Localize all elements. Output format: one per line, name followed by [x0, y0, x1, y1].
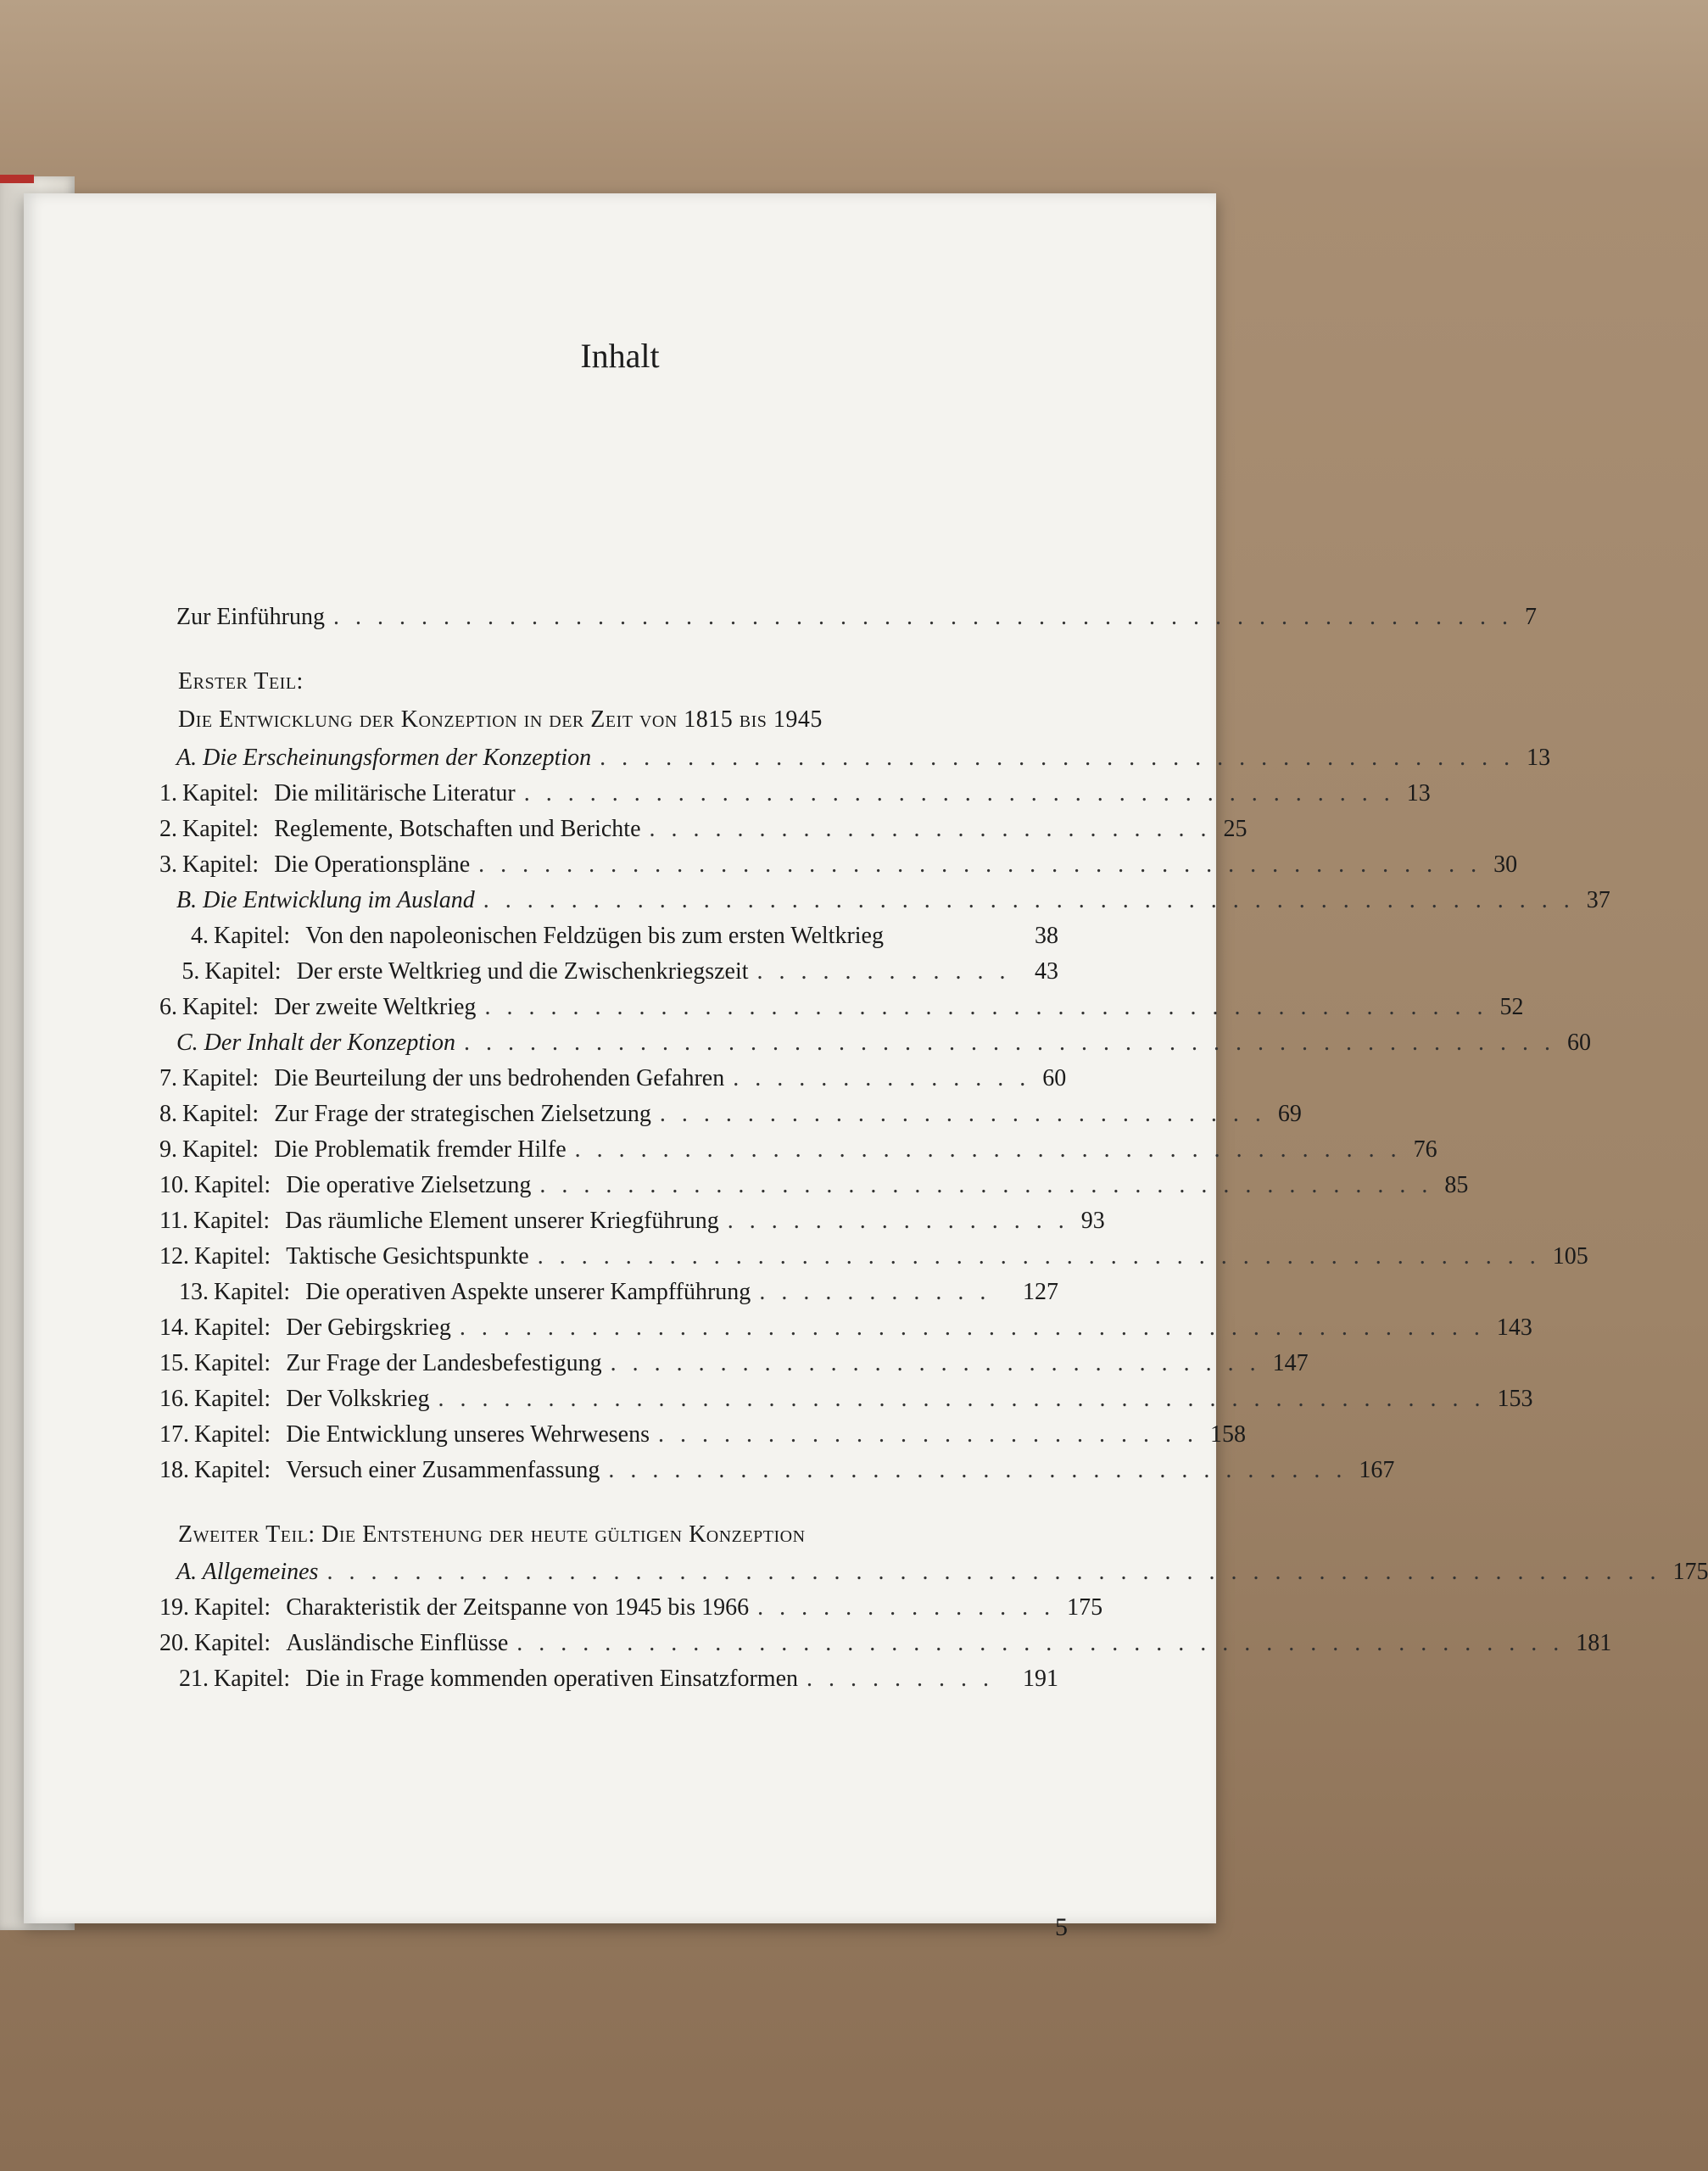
toc-section [176, 1559, 1708, 1586]
page-title: Inhalt [580, 337, 660, 375]
leader-dots: . . . . . . . . . . . [759, 1279, 991, 1305]
toc-section [176, 887, 1610, 914]
chapter-number: 1. [159, 780, 177, 806]
chapter-number: 2. [159, 816, 177, 842]
chapter-number: 5. [181, 958, 200, 985]
chapter-title: Zur Frage der strategischen Zielsetzung [274, 1101, 651, 1127]
toc-chapter [159, 1630, 1612, 1657]
toc-chapter [159, 923, 1058, 950]
chapter-title: Der zweite Weltkrieg [274, 994, 477, 1020]
toc-section [176, 745, 1551, 772]
leader-dots: . . . . . . . . . . . . . . . . . . . . . . . . . . . . . . . . . . . . . . . . . [539, 1172, 1433, 1198]
toc-page-number: 153 [1497, 1386, 1533, 1412]
chapter-number: 19. [159, 1594, 189, 1621]
chapter-number: 6. [159, 994, 177, 1020]
chapter-title: Taktische Gesichtspunkte [286, 1243, 529, 1270]
toc-page-number: 25 [1223, 816, 1248, 842]
chapter-title: Die Operationspläne [274, 851, 471, 878]
chapter-prefix: Kapitel: [182, 994, 260, 1020]
toc-page-number: 13 [1527, 745, 1551, 771]
chapter-number: 18. [159, 1457, 189, 1483]
leader-dots: . . . . . . . . . [807, 1666, 995, 1692]
toc-page-number: 167 [1359, 1457, 1395, 1483]
leader-dots: . . . . . . . . . . . . . . [733, 1065, 1031, 1091]
toc-chapter [159, 1243, 1588, 1270]
toc-chapter [159, 851, 1518, 879]
chapter-title: Von den napoleonischen Feldzügen bis zum ersten Weltkrieg [305, 923, 884, 949]
chapter-number: 4. [191, 923, 209, 949]
leader-dots: . . . . . . . . . . . . . . [757, 1594, 1056, 1621]
toc-chapter [159, 1136, 1437, 1164]
chapter-number: 12. [159, 1243, 189, 1270]
toc-page-number: 38 [1035, 923, 1058, 949]
toc-chapter [159, 1172, 1469, 1199]
chapter-number: 11. [159, 1208, 188, 1234]
toc-chapter [159, 816, 1248, 843]
leader-dots: . . . . . . . . . . . . . . . . . . . . . . . . . . . . . . . . . . . . . . . . . . . . . . . [459, 1314, 1485, 1341]
chapter-prefix: Kapitel: [194, 1350, 271, 1376]
chapter-number: 14. [159, 1314, 189, 1341]
chapter-number: 15. [159, 1350, 189, 1376]
leader-dots: . . . . . . . . . . . . . . . . . . . . . . . . . . [649, 816, 1212, 842]
toc-page-number: 69 [1277, 1101, 1302, 1127]
toc-chapter [159, 1386, 1533, 1413]
leader-dots: . . . . . . . . . . . . . . . . . . . . . . . . . . . . . . . . . . . . . . . . . . . . . . [484, 994, 1488, 1020]
chapter-prefix: Kapitel: [214, 1666, 291, 1692]
leader-dots: . . . . . . . . . . . . . . . . . . . . . . . . . . . . . . . . . . . . . . . . . . . . . . . . . . . . . . . . . . . . . [327, 1559, 1661, 1585]
bookmark-ribbon-edge [0, 175, 34, 183]
chapter-title: Der erste Weltkrieg und die Zwischenkriegszeit [296, 958, 749, 985]
chapter-title: Die Entwicklung unseres Wehrwesens [286, 1421, 650, 1448]
page-number-folio: 5 [1055, 1913, 1068, 1941]
chapter-prefix: Kapitel: [194, 1172, 271, 1198]
toc-entry-label: Zur Einführung [176, 604, 325, 630]
chapter-number: 17. [159, 1421, 189, 1448]
leader-dots: . . . . . . . . . . . . . . . . . . . . . . . . . . . . . . . . . . . . . . . . . . . . . . [537, 1243, 1541, 1270]
chapter-number: 7. [159, 1065, 177, 1091]
toc-chapter [159, 780, 1431, 807]
toc-chapter [159, 1594, 1103, 1621]
chapter-number: 21. [179, 1666, 209, 1692]
toc-page-number: 85 [1444, 1172, 1469, 1198]
toc-section-label: A. Allgemeines [176, 1559, 319, 1585]
chapter-prefix: Kapitel: [193, 1208, 271, 1234]
chapter-prefix: Kapitel: [182, 1101, 260, 1127]
chapter-number: 13. [179, 1279, 209, 1305]
toc-chapter [159, 1101, 1302, 1128]
toc-page-number: 60 [1042, 1065, 1067, 1091]
leader-dots: . . . . . . . . . . . . . . . . . . . . . . . . . . . . . . . . . . . . . . [574, 1136, 1402, 1163]
chapter-prefix: Kapitel: [182, 851, 260, 878]
chapter-title: Die Beurteilung der uns bedrohenden Gefahren [274, 1065, 725, 1091]
chapter-prefix: Kapitel: [194, 1421, 271, 1448]
chapter-title: Die militärische Literatur [274, 780, 516, 806]
chapter-title: Das räumliche Element unserer Kriegführung [285, 1208, 719, 1234]
toc-entry-intro [176, 604, 1537, 631]
chapter-prefix: Kapitel: [214, 923, 291, 949]
chapter-title: Zur Frage der Landesbefestigung [286, 1350, 602, 1376]
leader-dots: . . . . . . . . . . . . . . . . . . . . . . . . . . . . . . . . . . . . . . . . . . . . . . . . . . . . . . [332, 604, 1513, 630]
toc-page-number: 43 [1035, 958, 1058, 985]
leader-dots: . . . . . . . . . . . . . . . . . . . . . . . . . . . . . . . . . . . . . . . . . . . . . . . . [516, 1630, 1565, 1656]
part-subheading: Die Entwicklung der Konzeption in der Zeit von 1815 bis 1945 [178, 706, 823, 733]
toc-page-number: 37 [1586, 887, 1610, 913]
chapter-number: 3. [159, 851, 177, 878]
toc-page-number: 60 [1567, 1030, 1591, 1056]
chapter-title: Der Volkskrieg [286, 1386, 430, 1412]
toc-page-number: 76 [1413, 1136, 1437, 1163]
leader-dots: . . . . . . . . . . . . . . . . . . . . . . . . . . . . . . . . . . . . . . . . . . . . . . . . [438, 1386, 1486, 1412]
chapter-title: Die in Frage kommenden operativen Einsatzformen [305, 1666, 799, 1692]
toc-chapter [159, 1350, 1309, 1377]
leader-dots: . . . . . . . . . . . . . . . . [727, 1208, 1069, 1234]
toc-page-number: 93 [1080, 1208, 1105, 1234]
toc-section [176, 1030, 1591, 1057]
chapter-number: 20. [159, 1630, 189, 1656]
chapter-title: Die Problematik fremder Hilfe [274, 1136, 567, 1163]
chapter-title: Die operative Zielsetzung [286, 1172, 532, 1198]
chapter-title: Die operativen Aspekte unserer Kampfführung [305, 1279, 751, 1305]
toc-chapter [159, 1457, 1395, 1484]
toc-chapter [159, 994, 1524, 1021]
toc-page-number: 30 [1493, 851, 1518, 878]
chapter-title: Der Gebirgskrieg [286, 1314, 451, 1341]
toc-page-number: 181 [1576, 1630, 1612, 1656]
chapter-title: Versuch einer Zusammenfassung [286, 1457, 600, 1483]
chapter-prefix: Kapitel: [194, 1594, 271, 1621]
chapter-prefix: Kapitel: [194, 1314, 271, 1341]
toc-page-number: 13 [1406, 780, 1431, 806]
chapter-prefix: Kapitel: [182, 1065, 260, 1091]
chapter-prefix: Kapitel: [194, 1457, 271, 1483]
chapter-number: 8. [159, 1101, 177, 1127]
toc-chapter [159, 1314, 1532, 1342]
chapter-number: 9. [159, 1136, 177, 1163]
book-page [24, 193, 1708, 1941]
leader-dots: . . . . . . . . . . . . . . . . . . . . . . . . . . . . . . . . . . . . . . . . . . [600, 745, 1515, 771]
toc-chapter [159, 1279, 1058, 1306]
chapter-title: Reglemente, Botschaften und Berichte [274, 816, 641, 842]
toc-page-number: 127 [1023, 1279, 1058, 1305]
toc-section-label: A. Die Erscheinungsformen der Konzeption [176, 745, 592, 771]
toc-chapter [159, 1208, 1105, 1235]
toc-page-number: 158 [1210, 1421, 1246, 1448]
leader-dots: . . . . . . . . . . . . . . . . . . . . . . . . . . . . . . . . . . [608, 1457, 1348, 1483]
chapter-number: 16. [159, 1386, 189, 1412]
toc-page-number: 147 [1272, 1350, 1309, 1376]
chapter-prefix: Kapitel: [214, 1279, 291, 1305]
toc-page-number: 175 [1067, 1594, 1103, 1621]
chapter-prefix: Kapitel: [182, 780, 260, 806]
part-heading: Erster Teil: [178, 668, 304, 695]
toc-section-label: C. Der Inhalt der Konzeption [176, 1030, 455, 1056]
toc-page-number: 7 [1524, 604, 1537, 630]
toc-page-number: 105 [1552, 1243, 1588, 1270]
leader-dots: . . . . . . . . . . . . [756, 958, 1011, 985]
part-heading: Zweiter Teil: Die Entstehung der heute gültigen Konzeption [178, 1521, 806, 1548]
leader-dots: . . . . . . . . . . . . . . . . . . . . . . . . . . . . . . [610, 1350, 1261, 1376]
toc-page-number: 175 [1672, 1559, 1708, 1585]
chapter-prefix: Kapitel: [182, 816, 260, 842]
leader-dots: . . . . . . . . . . . . . . . . . . . . . . . . . [658, 1421, 1198, 1448]
chapter-title: Charakteristik der Zeitspanne von 1945 bis 1966 [286, 1594, 750, 1621]
toc-page-number: 143 [1496, 1314, 1532, 1341]
leader-dots: . . . . . . . . . . . . . . . . . . . . . . . . . . . . . . . . . . . . . . . . [523, 780, 1395, 806]
chapter-prefix: Kapitel: [204, 958, 282, 985]
toc-chapter [159, 958, 1058, 985]
leader-dots: . . . . . . . . . . . . . . . . . . . . . . . . . . . . . . . . . . . . . . . . . . . . . . . . . . [464, 1030, 1555, 1056]
chapter-prefix: Kapitel: [182, 1136, 260, 1163]
toc-page-number: 52 [1499, 994, 1524, 1020]
toc-page-number: 191 [1023, 1666, 1058, 1692]
toc-chapter [159, 1065, 1067, 1092]
leader-dots: . . . . . . . . . . . . . . . . . . . . . . . . . . . . [659, 1101, 1266, 1127]
toc-section-label: B. Die Entwicklung im Ausland [176, 887, 475, 913]
chapter-prefix: Kapitel: [194, 1630, 271, 1656]
leader-dots: . . . . . . . . . . . . . . . . . . . . . . . . . . . . . . . . . . . . . . . . . . . . . . . . . . [483, 887, 1575, 913]
chapter-number: 10. [159, 1172, 189, 1198]
leader-dots: . . . . . . . . . . . . . . . . . . . . . . . . . . . . . . . . . . . . . . . . . . . . . . [478, 851, 1482, 878]
chapter-prefix: Kapitel: [194, 1386, 271, 1412]
chapter-title: Ausländische Einflüsse [286, 1630, 509, 1656]
chapter-prefix: Kapitel: [194, 1243, 271, 1270]
toc-chapter [159, 1421, 1246, 1448]
toc-chapter [159, 1666, 1058, 1693]
